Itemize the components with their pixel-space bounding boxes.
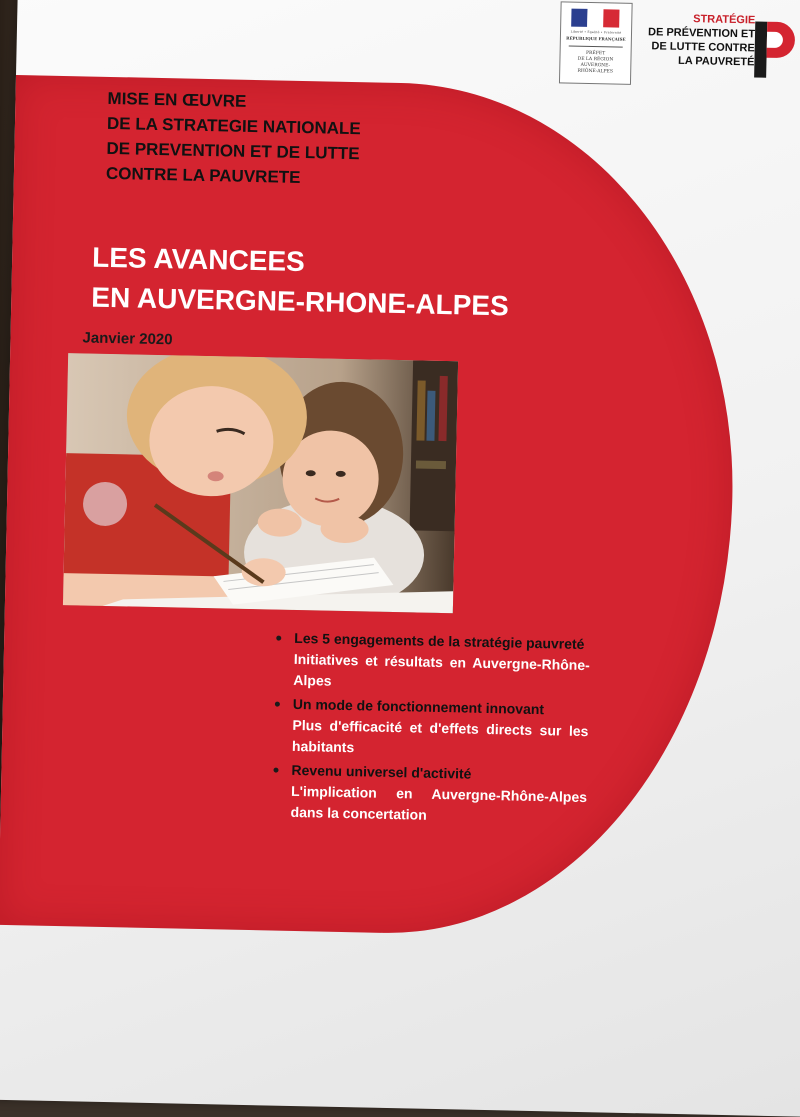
strategy-logo xyxy=(636,11,797,74)
intro-line-4: CONTRE LA PAUVRETE xyxy=(105,163,301,187)
bullet-subtext: L'implication en Auvergne-Rhône-Alpes dans la concertation xyxy=(290,782,588,823)
bullet-subtext: Plus d'efficacité et d'effets directs sur les habitants xyxy=(291,716,589,756)
logo-prefet: PRÉFET DE LA RÉGION AUVERGNE- RHÔNE-ALPES xyxy=(577,50,614,75)
strategy-logo-text xyxy=(647,11,755,69)
bullet-dot-icon xyxy=(276,636,281,641)
intro-line-3: DE PREVENTION ET DE LUTTE xyxy=(106,138,360,164)
intro-line-1: MISE EN ŒUVRE xyxy=(107,88,247,111)
bullet-heading: Les 5 engagements de la stratégie pauvreté xyxy=(294,629,585,653)
prefet-logo xyxy=(559,1,633,84)
title-line-1: LES AVANCEES xyxy=(91,241,306,278)
logo-motto: Liberté • Égalité • Fraternité xyxy=(570,29,622,35)
title-line-2: EN AUVERGNE-RHONE-ALPES xyxy=(91,281,510,322)
list-item xyxy=(270,693,589,763)
strategy-line-2: DE PRÉVENTION ET xyxy=(647,26,756,41)
children-writing-photo xyxy=(63,353,458,613)
highlights-list xyxy=(268,627,590,832)
tricolour-flag-icon xyxy=(571,9,619,28)
logo-divider xyxy=(569,46,623,48)
strategy-line-4: LA PAUVRETÉ xyxy=(677,54,755,69)
strategy-line-1: STRATÉGIE xyxy=(693,13,756,27)
bullet-dot-icon xyxy=(275,702,280,707)
bullet-subtext: Initiatives et résultats en Auvergne-Rhône-Alpes xyxy=(293,650,590,689)
logo-republic: RÉPUBLIQUE FRANÇAISE xyxy=(566,35,626,42)
list-item xyxy=(271,627,590,697)
document-date: Janvier 2020 xyxy=(82,329,173,349)
strategy-p-icon xyxy=(752,19,797,80)
bullet-heading: Revenu universel d'activité xyxy=(291,761,472,782)
list-item xyxy=(268,759,587,829)
bullet-heading: Un mode de fonctionnement innovant xyxy=(292,695,545,718)
intro-line-2: DE LA STRATEGIE NATIONALE xyxy=(106,113,361,139)
photo-illustration xyxy=(63,353,458,613)
bullet-dot-icon xyxy=(273,768,278,773)
intro-heading xyxy=(106,86,438,193)
strategy-line-3: DE LUTTE CONTRE xyxy=(651,40,755,55)
page-title xyxy=(91,238,613,329)
